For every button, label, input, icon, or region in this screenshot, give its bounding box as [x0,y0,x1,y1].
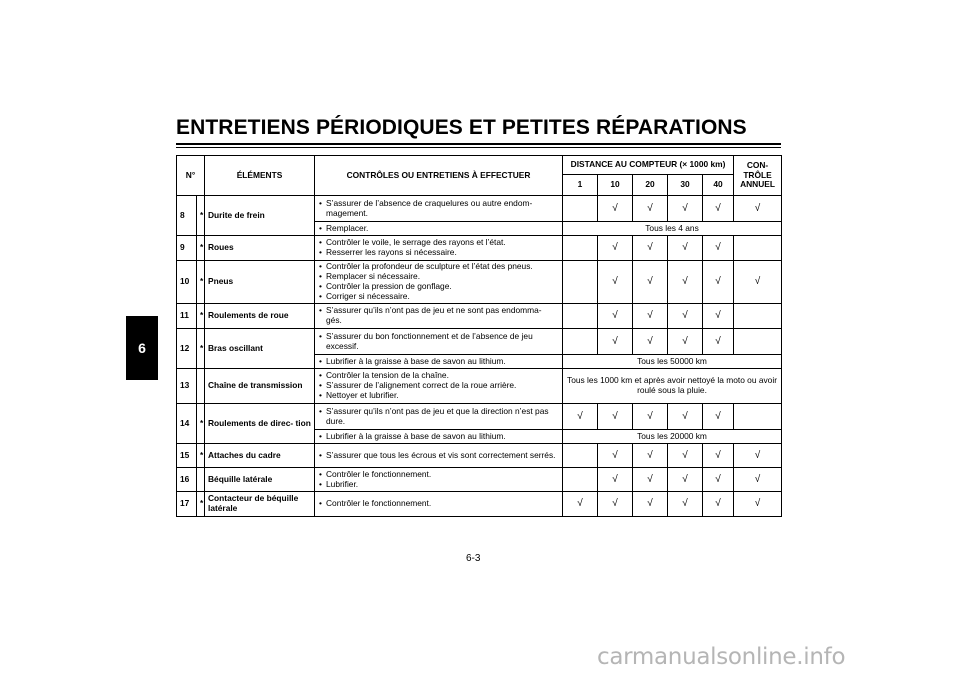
km-check-cell: √ [633,236,668,261]
annual-check-cell: √ [734,444,782,468]
action-item: • Remplacer si nécessaire. [318,272,559,282]
km-check-cell: √ [633,468,668,492]
row-actions [315,355,563,369]
action-list [318,332,559,352]
header-km: 10 [598,175,633,196]
action-item: • Corriger si nécessaire. [318,292,559,302]
watermark: carmanualsonline.info [597,644,846,670]
km-check-cell [563,444,598,468]
row-element: Contacteur de béquille latérale [205,492,315,517]
interval-text: Tous les 1000 km et après avoir nettoyé la moto ou avoir roulé sous la pluie. [563,369,782,404]
row-star: * [197,261,205,304]
row-star: * [197,492,205,517]
action-item: • Lubrifier à la graisse à base de savon au lithium. [318,357,559,367]
table-row [177,492,782,517]
km-check-cell [563,468,598,492]
km-check-cell: √ [668,196,703,222]
action-item: • Lubrifier. [318,480,559,490]
action-item: • S’assurer qu’ils n’ont pas de jeu et ne sont pas endomma- gés. [318,306,559,326]
row-star: * [197,444,205,468]
title-rule-thin [176,147,781,148]
km-check-cell: √ [563,492,598,517]
annual-check-cell [734,329,782,355]
header-actions: CONTRÔLES OU ENTRETIENS À EFFECTUER [315,156,563,196]
km-check-cell: √ [668,261,703,304]
interval-text: Tous les 20000 km [563,430,782,444]
row-number: 11 [177,304,197,329]
interval-text: Tous les 4 ans [563,222,782,236]
row-element: Durite de frein [205,196,315,236]
km-check-cell: √ [668,304,703,329]
maintenance-table [176,155,782,517]
action-list [318,371,559,400]
km-check-cell: √ [598,236,633,261]
km-check-cell: √ [633,304,668,329]
action-item: • Contrôler le fonctionnement. [318,499,559,509]
km-check-cell: √ [598,329,633,355]
action-item: • Nettoyer et lubrifier. [318,391,559,401]
action-list [318,432,559,442]
row-star: * [197,404,205,444]
row-number: 17 [177,492,197,517]
action-item: • S’assurer qu’ils n’ont pas de jeu et que la direction n’est pas dure. [318,407,559,427]
row-element: Roues [205,236,315,261]
km-check-cell: √ [668,329,703,355]
km-check-cell [563,196,598,222]
annual-check-cell: √ [734,261,782,304]
km-check-cell [563,329,598,355]
header-elements: ÉLÉMENTS [205,156,315,196]
table-row [177,196,782,222]
annual-check-cell: √ [734,196,782,222]
header-km: 40 [703,175,734,196]
row-element: Roulements de direc- tion [205,404,315,444]
row-star: * [197,304,205,329]
row-number: 12 [177,329,197,369]
table-row [177,304,782,329]
km-check-cell [563,236,598,261]
table-row [177,468,782,492]
action-item: • Contrôler la pression de gonflage. [318,282,559,292]
action-list [318,499,559,509]
page-number: 6-3 [466,553,481,564]
km-check-cell: √ [703,404,734,430]
km-check-cell: √ [703,261,734,304]
row-actions [315,329,563,355]
action-list [318,262,559,301]
row-element: Chaîne de transmission [205,369,315,404]
chapter-tab [126,316,158,380]
km-check-cell: √ [633,492,668,517]
km-check-cell: √ [598,492,633,517]
row-star: * [197,329,205,369]
km-check-cell: √ [668,492,703,517]
title-rule [176,143,781,145]
km-check-cell: √ [703,236,734,261]
km-check-cell: √ [703,329,734,355]
row-element: Pneus [205,261,315,304]
action-list [318,357,559,367]
row-actions [315,444,563,468]
header-km: 30 [668,175,703,196]
chapter-number: 6 [138,340,146,356]
row-number: 13 [177,369,197,404]
table-row [177,329,782,355]
row-number: 14 [177,404,197,444]
km-check-cell: √ [563,404,598,430]
km-check-cell: √ [598,304,633,329]
annual-check-cell [734,404,782,430]
row-element: Attaches du cadre [205,444,315,468]
interval-text: Tous les 50000 km [563,355,782,369]
action-item: • S’assurer que tous les écrous et vis sont correctement serrés. [318,451,559,461]
km-check-cell: √ [668,404,703,430]
header-km: 1 [563,175,598,196]
row-element: Roulements de roue [205,304,315,329]
action-list [318,224,559,234]
km-check-cell: √ [598,261,633,304]
annual-check-cell: √ [734,492,782,517]
km-check-cell: √ [703,444,734,468]
action-list [318,199,559,219]
action-item: • S’assurer du bon fonctionnement et de l’absence de jeu excessif. [318,332,559,352]
annual-check-cell: √ [734,468,782,492]
header-distance: DISTANCE AU COMPTEUR (× 1000 km) [563,156,734,175]
table-row [177,261,782,304]
km-check-cell [563,261,598,304]
row-element: Bras oscillant [205,329,315,369]
km-check-cell: √ [703,492,734,517]
row-star [197,468,205,492]
row-number: 8 [177,196,197,236]
row-star: * [197,236,205,261]
km-check-cell: √ [633,404,668,430]
action-item: • Contrôler la profondeur de sculpture et l’état des pneus. [318,262,559,272]
action-list [318,470,559,490]
action-item: • Remplacer. [318,224,559,234]
annual-check-cell [734,304,782,329]
action-item: • Contrôler le voile, le serrage des rayons et l’état. [318,238,559,248]
table-row [177,369,782,404]
row-actions [315,369,563,404]
row-element: Béquille latérale [205,468,315,492]
row-actions [315,261,563,304]
km-check-cell: √ [598,404,633,430]
row-actions [315,196,563,222]
row-actions [315,236,563,261]
table-row [177,236,782,261]
table-row [177,444,782,468]
annual-check-cell [734,236,782,261]
page-title: ENTRETIENS PÉRIODIQUES ET PETITES RÉPARATIONS [176,116,747,139]
action-item: • S’assurer de l’alignement correct de la roue arrière. [318,381,559,391]
km-check-cell [563,304,598,329]
km-check-cell: √ [668,444,703,468]
row-actions [315,304,563,329]
km-check-cell: √ [668,468,703,492]
action-item: • Resserrer les rayons si nécessaire. [318,248,559,258]
km-check-cell: √ [598,196,633,222]
header-annual: CON- TRÔLE ANNUEL [734,156,782,196]
action-item: • Lubrifier à la graisse à base de savon au lithium. [318,432,559,442]
table-body [177,196,782,517]
km-check-cell: √ [633,196,668,222]
row-star [197,369,205,404]
km-check-cell: √ [633,444,668,468]
action-list [318,238,559,258]
km-check-cell: √ [668,236,703,261]
km-check-cell: √ [633,329,668,355]
row-number: 16 [177,468,197,492]
row-actions [315,404,563,430]
action-list [318,306,559,326]
table-row [177,404,782,430]
row-actions [315,430,563,444]
row-number: 15 [177,444,197,468]
action-item: • S’assurer de l’absence de craquelures ou autre endom- magement. [318,199,559,219]
header-km: 20 [633,175,668,196]
km-check-cell: √ [703,468,734,492]
action-list [318,451,559,461]
km-check-cell: √ [703,304,734,329]
row-number: 9 [177,236,197,261]
km-check-cell: √ [598,468,633,492]
header-num: N° [177,156,205,196]
action-list [318,407,559,427]
action-item: • Contrôler le fonctionnement. [318,470,559,480]
km-check-cell: √ [633,261,668,304]
km-check-cell: √ [703,196,734,222]
row-number: 10 [177,261,197,304]
row-actions [315,222,563,236]
row-star: * [197,196,205,236]
km-check-cell: √ [598,444,633,468]
row-actions [315,468,563,492]
action-item: • Contrôler la tension de la chaîne. [318,371,559,381]
row-actions [315,492,563,517]
